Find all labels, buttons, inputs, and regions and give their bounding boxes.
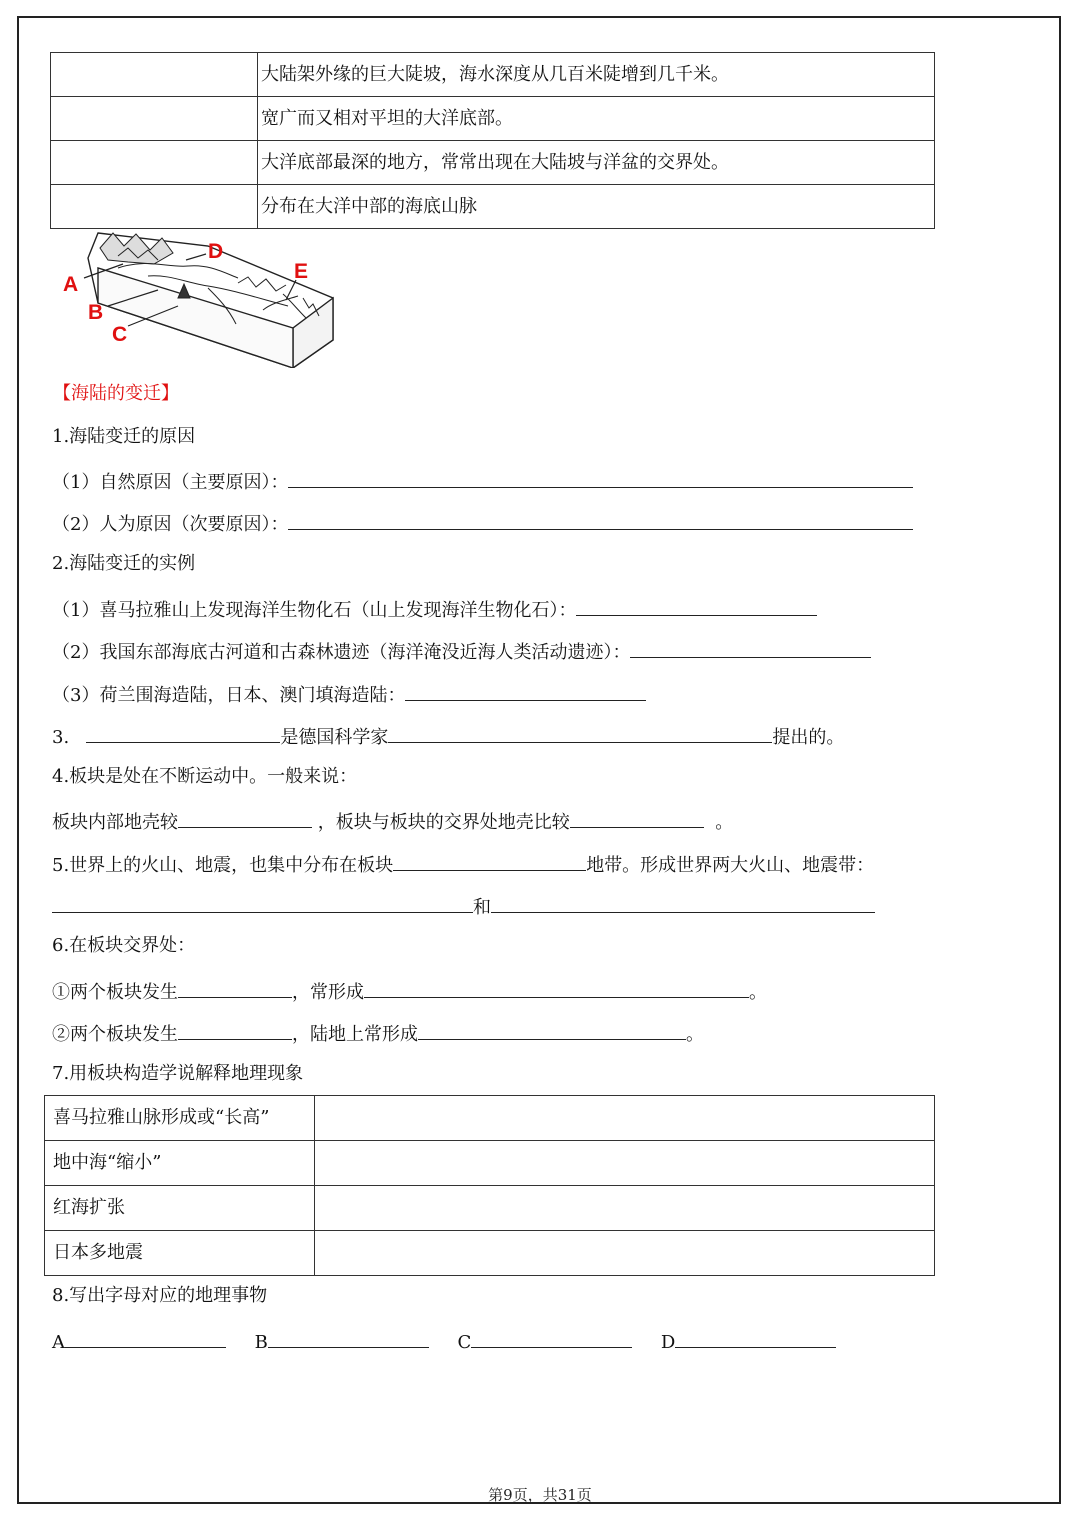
answer-blank[interactable] (630, 637, 871, 658)
question-5-blanks (52, 892, 875, 920)
answer-blank[interactable] (178, 1019, 292, 1040)
answer-blank[interactable] (364, 977, 749, 998)
question-text: （1）自然原因（主要原因）： (52, 472, 289, 493)
description-cell: 宽广而又相对平坦的大洋底部。 (258, 97, 935, 141)
question-2-item-2 (52, 637, 871, 665)
answer-cell[interactable] (315, 1096, 935, 1141)
label-d: D (208, 240, 224, 263)
label-c: C (112, 323, 128, 346)
question-1-item-1 (52, 467, 913, 495)
answer-cell[interactable] (315, 1186, 935, 1231)
term-cell[interactable] (51, 141, 258, 185)
question-6-item-1 (52, 977, 767, 1005)
description-cell: 大洋底部最深的地方，常常出现在大陆坡与洋盆的交界处。 (258, 141, 935, 185)
description-cell: 分布在大洋中部的海底山脉 (258, 185, 935, 229)
seafloor-terms-table (50, 52, 935, 229)
question-text: 3. (52, 727, 70, 748)
term-cell[interactable] (51, 97, 258, 141)
question-text: 。 (715, 812, 734, 833)
letter-c: C (457, 1332, 472, 1353)
answer-blank[interactable] (675, 1327, 836, 1348)
question-text: （3）荷兰围海造陆，日本、澳门填海造陆： (52, 685, 406, 706)
answer-blank[interactable] (471, 1327, 632, 1348)
answer-blank[interactable] (288, 509, 913, 530)
table-row (51, 185, 935, 229)
answer-blank[interactable] (86, 722, 280, 743)
letter-d: D (660, 1332, 676, 1353)
label-b: B (88, 301, 104, 324)
question-7-title: 7.用板块构造学说解释地理现象 (52, 1063, 304, 1084)
answer-cell[interactable] (315, 1141, 935, 1186)
table-row (45, 1186, 935, 1231)
question-2-title: 2.海陆变迁的实例 (52, 553, 196, 574)
table-row (45, 1096, 935, 1141)
table-row (51, 141, 935, 185)
answer-blank[interactable] (570, 807, 704, 828)
question-text: 地带。形成世界两大火山、地震带： (586, 855, 875, 876)
question-text: ②两个板块发生 (52, 1024, 178, 1045)
phenomenon-cell: 日本多地震 (45, 1231, 315, 1276)
table-row (45, 1141, 935, 1186)
label-a: A (63, 273, 79, 296)
question-2-item-3 (52, 680, 646, 708)
question-8-blanks (52, 1327, 836, 1355)
term-cell[interactable] (51, 53, 258, 97)
answer-blank[interactable] (393, 850, 586, 871)
answer-blank[interactable] (405, 680, 646, 701)
question-text: 提出的。 (772, 727, 845, 748)
question-text: ，陆地上常形成 (292, 1024, 418, 1045)
question-text: ，常形成 (292, 982, 364, 1003)
question-text: ①两个板块发生 (52, 982, 178, 1003)
question-text: 。 (686, 1024, 704, 1045)
answer-blank[interactable] (576, 595, 817, 616)
question-text: （1）喜马拉雅山上发现海洋生物化石（山上发现海洋生物化石）： (52, 600, 577, 621)
phenomenon-cell: 红海扩张 (45, 1186, 315, 1231)
answer-blank[interactable] (288, 467, 913, 488)
question-text: 和 (473, 897, 491, 918)
table-row (51, 53, 935, 97)
term-cell[interactable] (51, 185, 258, 229)
question-text: 5.世界上的火山、地震，也集中分布在板块 (52, 855, 394, 876)
letter-b: B (254, 1332, 268, 1353)
table-row (45, 1231, 935, 1276)
question-8-title: 8.写出字母对应的地理事物 (52, 1285, 268, 1306)
question-6-item-2 (52, 1019, 704, 1047)
phenomenon-cell: 地中海“缩小” (45, 1141, 315, 1186)
question-1-title: 1.海陆变迁的原因 (52, 426, 196, 447)
answer-blank[interactable] (268, 1327, 429, 1348)
answer-cell[interactable] (315, 1231, 935, 1276)
question-1-item-2 (52, 509, 913, 537)
question-text: 板块内部地壳较 (52, 812, 178, 833)
question-6-title: 6.在板块交界处： (52, 935, 196, 956)
mountain-range (100, 233, 173, 264)
page-number: 第9页，共31页 (488, 1486, 592, 1504)
label-e: E (294, 260, 309, 283)
question-text: 是德国科学家 (280, 727, 389, 748)
answer-blank[interactable] (52, 892, 473, 913)
answer-blank[interactable] (178, 977, 292, 998)
answer-blank[interactable] (418, 1019, 686, 1040)
question-text: ，板块与板块的交界处地壳比较 (317, 812, 570, 833)
answer-blank[interactable] (491, 892, 875, 913)
table-row (51, 97, 935, 141)
question-text: （2）我国东部海底古河道和古森林遗迹（海洋淹没近海人类活动遗迹）： (52, 642, 631, 663)
plate-phenomena-table (44, 1095, 935, 1276)
description-cell: 大陆架外缘的巨大陡坡，海水深度从几百米陡增到几千米。 (258, 53, 935, 97)
seafloor-diagram (58, 228, 343, 368)
letter-a: A (52, 1332, 65, 1353)
answer-blank[interactable] (178, 807, 312, 828)
question-text: （2）人为原因（次要原因）： (52, 514, 289, 535)
question-4-title: 4.板块是处在不断运动中。一般来说： (52, 766, 358, 787)
answer-blank[interactable] (388, 722, 772, 743)
question-2-item-1 (52, 595, 817, 623)
phenomenon-cell: 喜马拉雅山脉形成或“长高” (45, 1096, 315, 1141)
answer-blank[interactable] (65, 1327, 226, 1348)
section-title: 【海陆的变迁】 (53, 383, 179, 404)
question-5 (52, 850, 874, 878)
question-text: 。 (749, 982, 767, 1003)
question-4-body (52, 807, 733, 835)
question-3 (52, 722, 844, 750)
